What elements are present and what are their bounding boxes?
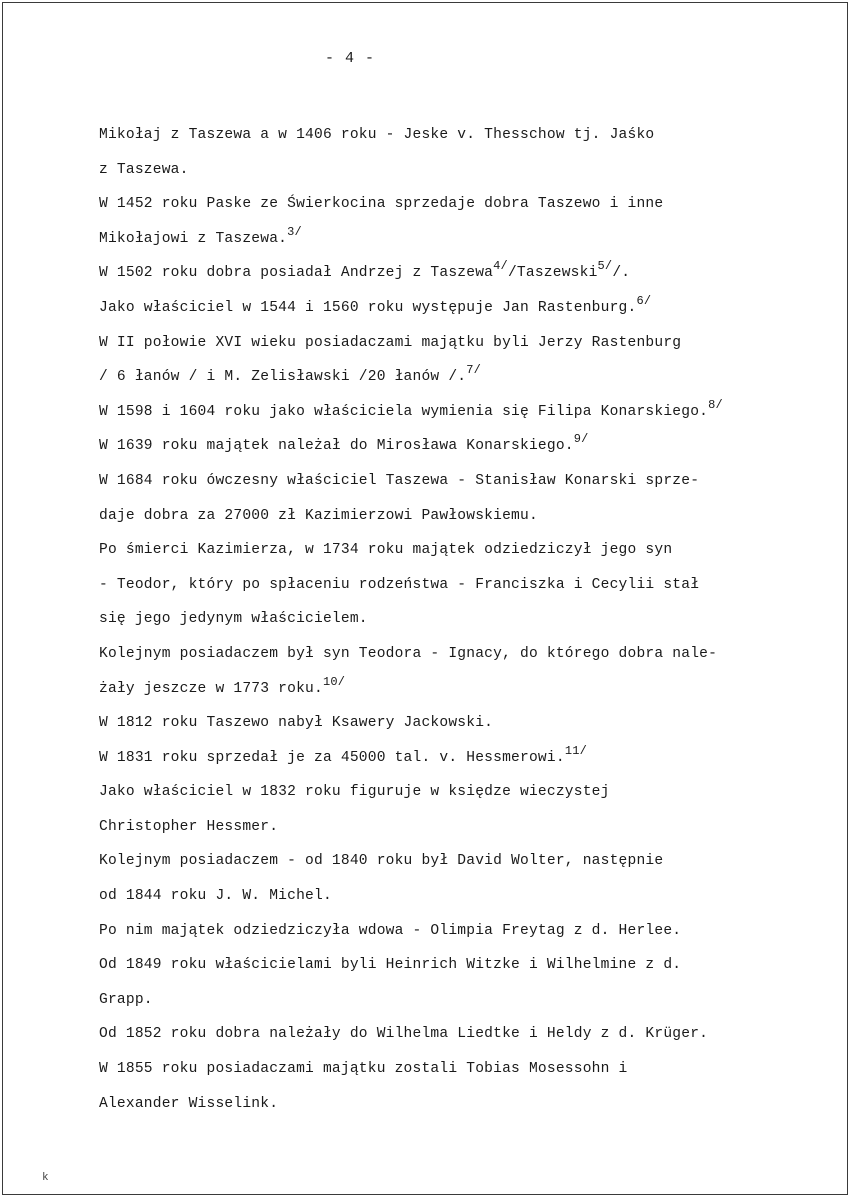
- line-text: Kolejnym posiadaczem był syn Teodora - Ignacy, do którego dobra nale-: [99, 645, 718, 662]
- line-text: W 1831 roku sprzedał je za 45000 tal. v. Hessmerowi.: [99, 749, 565, 766]
- text-line: [99, 983, 819, 1018]
- footnote-ref: 7/: [466, 363, 482, 378]
- footnote-ref: 5/: [597, 259, 613, 274]
- text-line: [99, 429, 819, 464]
- line-text: W 1598 i 1604 roku jako właściciela wymienia się Filipa Konarskiego.: [99, 403, 709, 420]
- line-text: od 1844 roku J. W. Michel.: [99, 888, 332, 905]
- footnote-ref: 4/: [493, 259, 508, 274]
- line-text: Alexander Wisselink.: [99, 1095, 279, 1112]
- line-text: z Taszewa.: [99, 161, 189, 178]
- text-line: [99, 291, 819, 326]
- text-line: [99, 879, 819, 914]
- line-text: / 6 łanów / i M. Zelisławski /20 łanów /.: [99, 369, 467, 386]
- line-text: W 1452 roku Paske ze Świerkocina sprzedaje dobra Taszewo i inne: [99, 196, 664, 213]
- text-line: [99, 533, 819, 568]
- text-line: [99, 672, 819, 707]
- text-line: [99, 602, 819, 637]
- line-text: Grapp.: [99, 991, 153, 1008]
- footnote-ref: 3/: [287, 224, 302, 239]
- text-line: [99, 222, 819, 257]
- text-line: [99, 568, 819, 603]
- footnote-ref: 6/: [636, 293, 652, 308]
- footnote-ref: 8/: [708, 397, 723, 412]
- text-line: [99, 844, 819, 879]
- text-line: [99, 499, 819, 534]
- text-line: [99, 948, 819, 983]
- margin-mark: k: [42, 1172, 49, 1184]
- text-line: [99, 360, 819, 395]
- line-text: daje dobra za 27000 zł Kazimierzowi Pawłowskiemu.: [99, 507, 538, 524]
- text-line: [99, 1087, 819, 1122]
- line-text: Christopher Hessmer.: [99, 818, 279, 835]
- text-line: [99, 775, 819, 810]
- line-text: W 1812 roku Taszewo nabył Ksawery Jackowski.: [99, 715, 494, 732]
- text-line: [99, 395, 819, 430]
- line-text: Po śmierci Kazimierza, w 1734 roku majątek odziedziczył jego syn: [99, 542, 673, 559]
- line-text: żały jeszcze w 1773 roku.: [99, 680, 323, 697]
- text-line: [99, 1017, 819, 1052]
- line-text: Od 1849 roku właścicielami byli Heinrich Witzke i Wilhelmine z d.: [99, 957, 682, 974]
- line-text: W II połowie XVI wieku posiadaczami majątku byli Jerzy Rastenburg: [99, 334, 682, 351]
- text-line: [99, 741, 819, 776]
- line-text: Jako właściciel w 1544 i 1560 roku występuje Jan Rastenburg.: [99, 299, 637, 316]
- text-line: [99, 256, 819, 291]
- text-line: [99, 326, 819, 361]
- footnote-ref: 11/: [564, 743, 588, 758]
- text-line: [99, 810, 819, 845]
- text-line: [99, 187, 819, 222]
- footnote-ref: 10/: [322, 674, 346, 689]
- text-line: [99, 464, 819, 499]
- line-text: Mikołajowi z Taszewa.: [99, 230, 288, 247]
- line-text: W 1639 roku majątek należał do Mirosława Konarskiego.: [99, 438, 574, 455]
- line-text: Od 1852 roku dobra należały do Wilhelma Liedtke i Heldy z d. Krüger.: [99, 1026, 709, 1043]
- line-text: Jako właściciel w 1832 roku figuruje w księdze wieczystej: [99, 784, 610, 801]
- line-text: Po nim majątek odziedziczyła wdowa - Olimpia Freytag z d. Herlee.: [99, 922, 682, 939]
- typewritten-text: [99, 118, 819, 1121]
- text-line: [99, 1052, 819, 1087]
- page-number: - 4 -: [324, 50, 375, 67]
- line-text: W 1684 roku ówczesny właściciel Taszewa - Stanisław Konarski sprze-: [99, 472, 700, 489]
- line-text: - Teodor, który po spłaceniu rodzeństwa - Franciszka i Cecylii stał: [99, 576, 700, 593]
- line-text: Kolejnym posiadaczem - od 1840 roku był David Wolter, następnie: [99, 853, 664, 870]
- text-line: [99, 914, 819, 949]
- text-line: [99, 706, 819, 741]
- text-line: [99, 118, 819, 153]
- line-text: /.: [612, 265, 631, 282]
- line-text: Mikołaj z Taszewa a w 1406 roku - Jeske v. Thesschow tj. Jaśko: [99, 127, 655, 143]
- text-line: [99, 153, 819, 188]
- line-text: się jego jedynym właścicielem.: [99, 611, 368, 628]
- line-text: /Taszewski: [507, 265, 598, 282]
- line-text: W 1855 roku posiadaczami majątku zostali Tobias Mosessohn i: [99, 1061, 628, 1078]
- footnote-ref: 9/: [573, 432, 589, 447]
- text-line: [99, 637, 819, 672]
- line-text: W 1502 roku dobra posiadał Andrzej z Taszewa: [99, 265, 494, 282]
